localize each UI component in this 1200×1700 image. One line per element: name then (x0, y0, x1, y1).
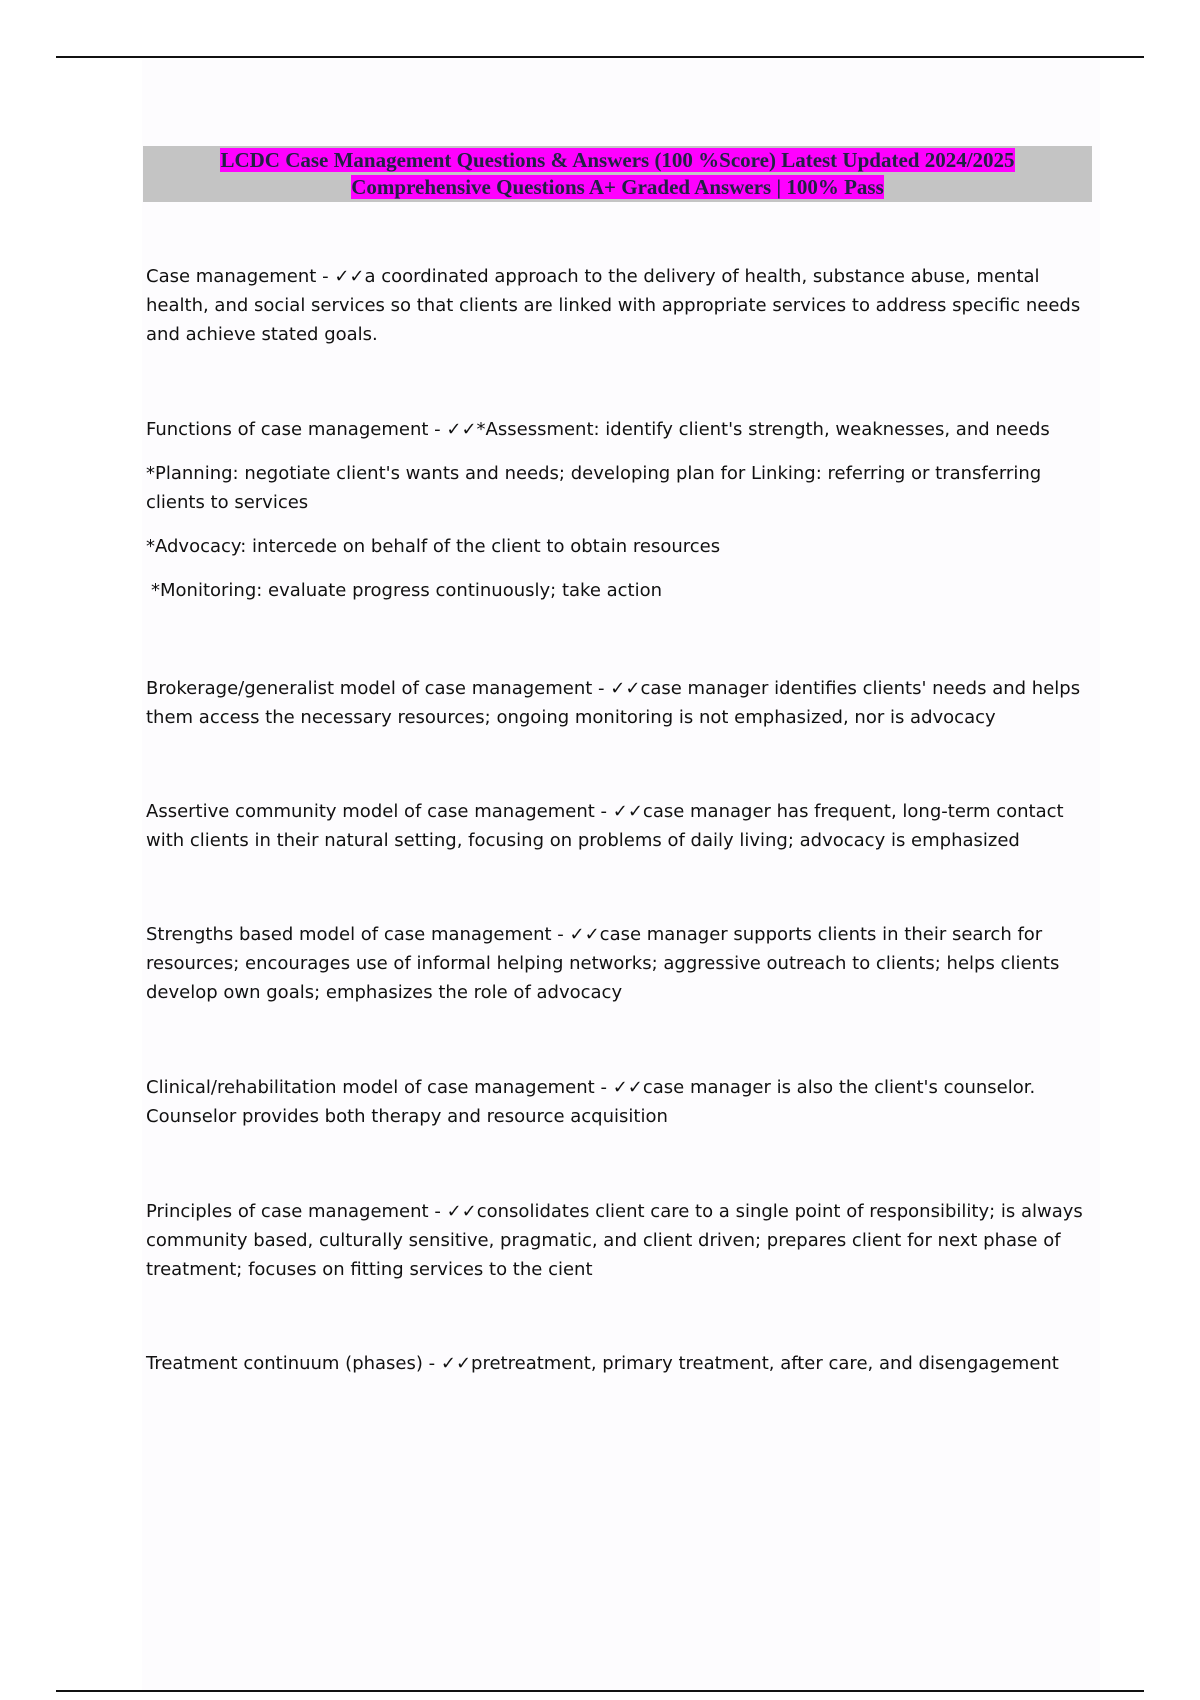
flashcard-entry (146, 797, 1086, 855)
document-title-line-2: Comprehensive Questions A+ Graded Answers | 100% Pass (351, 175, 884, 199)
entry-term: Clinical/rehabilitation model of case management - (146, 1077, 613, 1098)
entry-definition: pretreatment, primary treatment, after care, and disengagement (471, 1353, 1059, 1374)
entry-extra-line: *Advocacy: intercede on behalf of the client to obtain resources (146, 536, 721, 557)
entry-definition: a coordinated approach to the delivery of health, substance abuse, mental health, and social services so that clients are linked with appropriate services to address specific needs and achieve stated goals. (146, 266, 1081, 345)
entry-text (146, 1073, 1086, 1131)
document-title-banner (143, 146, 1092, 202)
entry-term: Strengths based model of case management - (146, 924, 570, 945)
flashcard-entry (146, 1349, 1059, 1378)
check-icon: ✓✓ (569, 924, 600, 945)
entry-term: Case management - (146, 266, 334, 287)
entry-text (146, 674, 1086, 732)
entry-text (146, 1197, 1086, 1284)
entry-definition: case manager supports clients in their search for resources; encourages use of informal helping networks; aggressive outreach to clients; helps clients develop own goals; emphasizes the role of advocacy (146, 924, 1060, 1003)
entry-text (146, 920, 1086, 1007)
check-icon: ✓✓ (446, 419, 477, 440)
flashcard-entry (146, 674, 1086, 732)
flashcard-entry (146, 920, 1086, 1007)
entry-term: Functions of case management - (146, 419, 446, 440)
bottom-rule (56, 1690, 1144, 1692)
entry-text (146, 262, 1086, 349)
entry-extra-line: *Monitoring: evaluate progress continuously; take action (151, 580, 663, 601)
flashcard-entry (146, 262, 1086, 349)
flashcard-entry (146, 1073, 1086, 1131)
entry-term: Brokerage/generalist model of case management - (146, 678, 610, 699)
flashcard-entry (146, 1197, 1086, 1284)
check-icon: ✓✓ (446, 1201, 477, 1222)
check-icon: ✓✓ (610, 678, 641, 699)
entry-text (146, 415, 1086, 444)
entry-definition: case manager identifies clients' needs and helps them access the necessary resources; ongoing monitoring is not emphasized, nor is advocacy (146, 678, 1081, 728)
entry-text (146, 1349, 1059, 1378)
check-icon: ✓✓ (440, 1353, 472, 1374)
entry-definition: case manager has frequent, long-term contact with clients in their natural setting, focusing on problems of daily living; advocacy is emphasized (146, 801, 1064, 851)
entry-definition: consolidates client care to a single point of responsibility; is always community based, culturally sensitive, pragmatic, and client driven; prepares client for next phase of treatment; focuses on fitting services to the cient (146, 1201, 1083, 1280)
document-title-line-1: LCDC Case Management Questions & Answers (100 %Score) Latest Updated 2024/2025 (220, 148, 1015, 172)
check-icon: ✓✓ (334, 266, 365, 287)
top-rule (56, 56, 1144, 58)
flashcard-entry (146, 415, 1086, 620)
entry-definition: *Assessment: identify client's strength, weaknesses, and needs (476, 419, 1050, 440)
check-icon: ✓✓ (612, 1077, 643, 1098)
entry-extra-line: *Planning: negotiate client's wants and needs; developing plan for Linking: referring or transferring clients to services (146, 463, 1042, 513)
entry-term: Assertive community model of case management - (146, 801, 613, 822)
check-icon: ✓✓ (612, 801, 643, 822)
entry-term: Principles of case management - (146, 1201, 447, 1222)
entry-term: Treatment continuum (phases) - (146, 1353, 441, 1374)
entry-text (146, 797, 1086, 855)
entry-definition: case manager is also the client's counselor. Counselor provides both therapy and resource acquisition (146, 1077, 1036, 1127)
